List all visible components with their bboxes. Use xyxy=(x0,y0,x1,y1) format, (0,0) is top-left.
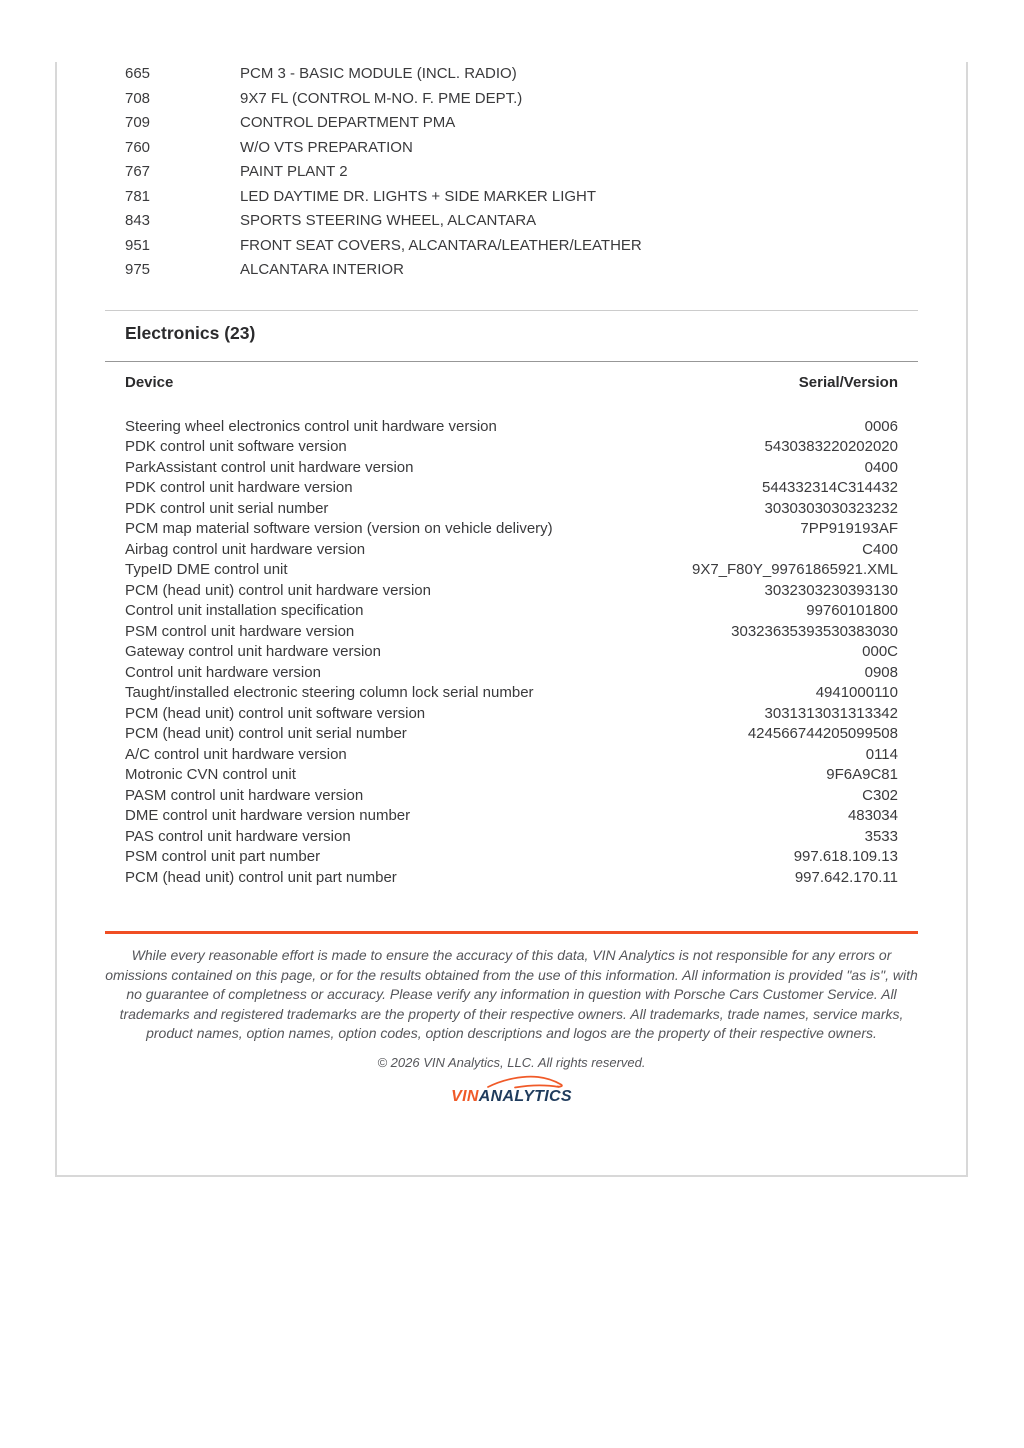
device-row xyxy=(125,437,898,458)
vin-analytics-logo xyxy=(447,1074,577,1106)
option-code: 781 xyxy=(125,187,151,205)
option-code-row xyxy=(125,160,898,185)
copyright-text: © 2026 VIN Analytics, LLC. All rights reserved. xyxy=(377,1054,646,1070)
device-serial-version: 0908 xyxy=(864,663,898,681)
device-row xyxy=(125,806,898,827)
device-name: PASM control unit hardware version xyxy=(125,786,364,804)
option-code: 975 xyxy=(125,261,151,278)
footer-accent-divider xyxy=(105,931,918,934)
option-description: LED DAYTIME DR. LIGHTS + SIDE MARKER LIGHT xyxy=(240,187,597,205)
device-row xyxy=(125,827,898,848)
device-row xyxy=(125,724,898,745)
option-description: W/O VTS PREPARATION xyxy=(240,138,413,156)
device-name: Steering wheel electronics control unit hardware version xyxy=(125,417,497,435)
device-row xyxy=(125,745,898,766)
option-code-row xyxy=(125,234,898,259)
device-name: PDK control unit serial number xyxy=(125,499,329,517)
option-codes-list xyxy=(57,62,966,283)
device-name: ParkAssistant control unit hardware version xyxy=(125,458,414,476)
device-row xyxy=(125,458,898,479)
device-serial-version: 4941000110 xyxy=(815,684,898,701)
device-name: PCM (head unit) control unit part number xyxy=(125,868,397,886)
device-name: PDK control unit hardware version xyxy=(125,479,353,496)
report-page xyxy=(55,62,968,1177)
option-description: PCM 3 - BASIC MODULE (INCL. RADIO) xyxy=(240,65,517,82)
device-row xyxy=(125,663,898,684)
device-serial-version: 99760101800 xyxy=(806,602,898,619)
option-code: 709 xyxy=(125,114,151,131)
option-code-row xyxy=(125,136,898,161)
option-code: 708 xyxy=(125,89,151,107)
device-row xyxy=(125,540,898,561)
logo-text-analytics: ANALYTICS xyxy=(478,1087,572,1105)
device-serial-version: C400 xyxy=(862,540,898,558)
device-name: PCM map material software version (version on vehicle delivery) xyxy=(125,520,553,537)
option-code: 767 xyxy=(125,163,151,180)
electronics-header-divider xyxy=(105,361,918,362)
device-name: Control unit installation specification xyxy=(125,602,364,619)
device-row xyxy=(125,560,898,581)
device-serial-version: 544332314C314432 xyxy=(762,479,898,496)
device-serial-version: 9X7_F80Y_99761865921.XML xyxy=(691,561,898,578)
device-row xyxy=(125,601,898,622)
device-row xyxy=(125,642,898,663)
option-code-row xyxy=(125,87,898,112)
electronics-section-title: Electronics (23) xyxy=(125,322,256,343)
option-code: 665 xyxy=(125,65,151,82)
option-code-row xyxy=(125,62,898,87)
electronics-table-rows xyxy=(125,417,898,889)
device-serial-version: 7PP919193AF xyxy=(800,520,898,537)
electronics-table-header xyxy=(125,373,898,393)
device-name: Taught/installed electronic steering column lock serial number xyxy=(125,684,534,701)
device-serial-version: C302 xyxy=(862,786,898,804)
device-name: Gateway control unit hardware version xyxy=(125,643,381,660)
device-row xyxy=(125,622,898,643)
option-code: 843 xyxy=(125,212,151,229)
device-serial-version: 483034 xyxy=(847,807,898,824)
device-serial-version: 3533 xyxy=(864,827,898,845)
device-name: Airbag control unit hardware version xyxy=(125,540,366,558)
option-code-row xyxy=(125,209,898,234)
section-divider-top xyxy=(105,310,918,311)
option-description: ALCANTARA INTERIOR xyxy=(240,261,404,278)
device-name: PAS control unit hardware version xyxy=(125,827,351,845)
device-serial-version: 424566744205099508 xyxy=(747,725,898,742)
device-serial-version: 0114 xyxy=(865,745,898,763)
device-row xyxy=(125,786,898,807)
device-row xyxy=(125,683,898,704)
option-code-row xyxy=(125,258,898,283)
device-row xyxy=(125,519,898,540)
device-row xyxy=(125,765,898,786)
option-code-row xyxy=(125,185,898,210)
device-row xyxy=(125,868,898,889)
disclaimer-text: While every reasonable effort is made to ensure the accuracy of this data, VIN Analytics is not responsible for any errors or omissions contained on this page, or for the results obtained from the use of this information. All information is provided "as is", with no guarantee of completness or accuracy. Please verify any information in question with Porsche Cars Customer Service. All trademarks and registered trademarks are the property of their respective owners. All trademarks, trade names, service marks, product names, option names, option codes, option descriptions and logos are the property of their respective owners. xyxy=(105,947,918,1041)
device-serial-version: 5430383220202020 xyxy=(764,438,898,455)
device-name: PDK control unit software version xyxy=(125,438,347,455)
device-serial-version: 3030303030323232 xyxy=(764,499,898,517)
column-header-serial-version: Serial/Version xyxy=(798,373,898,391)
device-name: A/C control unit hardware version xyxy=(125,745,347,763)
device-row xyxy=(125,499,898,520)
device-name: Control unit hardware version xyxy=(125,663,321,681)
device-row xyxy=(125,478,898,499)
option-description: CONTROL DEPARTMENT PMA xyxy=(240,114,456,131)
device-row xyxy=(125,417,898,438)
device-name: PCM (head unit) control unit software version xyxy=(125,704,426,722)
device-name: TypeID DME control unit xyxy=(125,561,288,578)
logo-wordmark xyxy=(447,1088,577,1106)
device-row xyxy=(125,704,898,725)
option-code: 760 xyxy=(125,138,151,156)
car-silhouette-icon xyxy=(483,1074,569,1089)
device-name: DME control unit hardware version number xyxy=(125,807,411,824)
device-row xyxy=(125,847,898,868)
device-serial-version: 997.618.109.13 xyxy=(793,848,898,865)
device-name: PSM control unit part number xyxy=(125,848,321,865)
device-row xyxy=(125,581,898,602)
device-serial-version: 3032303230393130 xyxy=(764,581,898,599)
device-serial-version: 30323635393530383030 xyxy=(731,622,898,640)
option-code-row xyxy=(125,111,898,136)
device-name: PSM control unit hardware version xyxy=(125,622,355,640)
device-serial-version: 000C xyxy=(862,643,898,660)
logo-text-vin: VIN xyxy=(451,1087,479,1105)
column-header-device: Device xyxy=(125,373,174,391)
device-name: PCM (head unit) control unit serial number xyxy=(125,725,407,742)
device-serial-version: 0400 xyxy=(864,458,898,476)
option-description: SPORTS STEERING WHEEL, ALCANTARA xyxy=(240,212,537,229)
device-serial-version: 997.642.170.11 xyxy=(794,868,898,886)
option-code: 951 xyxy=(125,236,151,254)
option-description: FRONT SEAT COVERS, ALCANTARA/LEATHER/LEATHER xyxy=(240,236,642,254)
option-description: PAINT PLANT 2 xyxy=(240,163,348,180)
device-name: PCM (head unit) control unit hardware version xyxy=(125,581,431,599)
device-serial-version: 3031313031313342 xyxy=(764,704,898,722)
device-serial-version: 0006 xyxy=(864,417,898,435)
device-serial-version: 9F6A9C81 xyxy=(826,766,898,783)
device-name: Motronic CVN control unit xyxy=(125,766,296,783)
option-description: 9X7 FL (CONTROL M-NO. F. PME DEPT.) xyxy=(240,89,523,107)
